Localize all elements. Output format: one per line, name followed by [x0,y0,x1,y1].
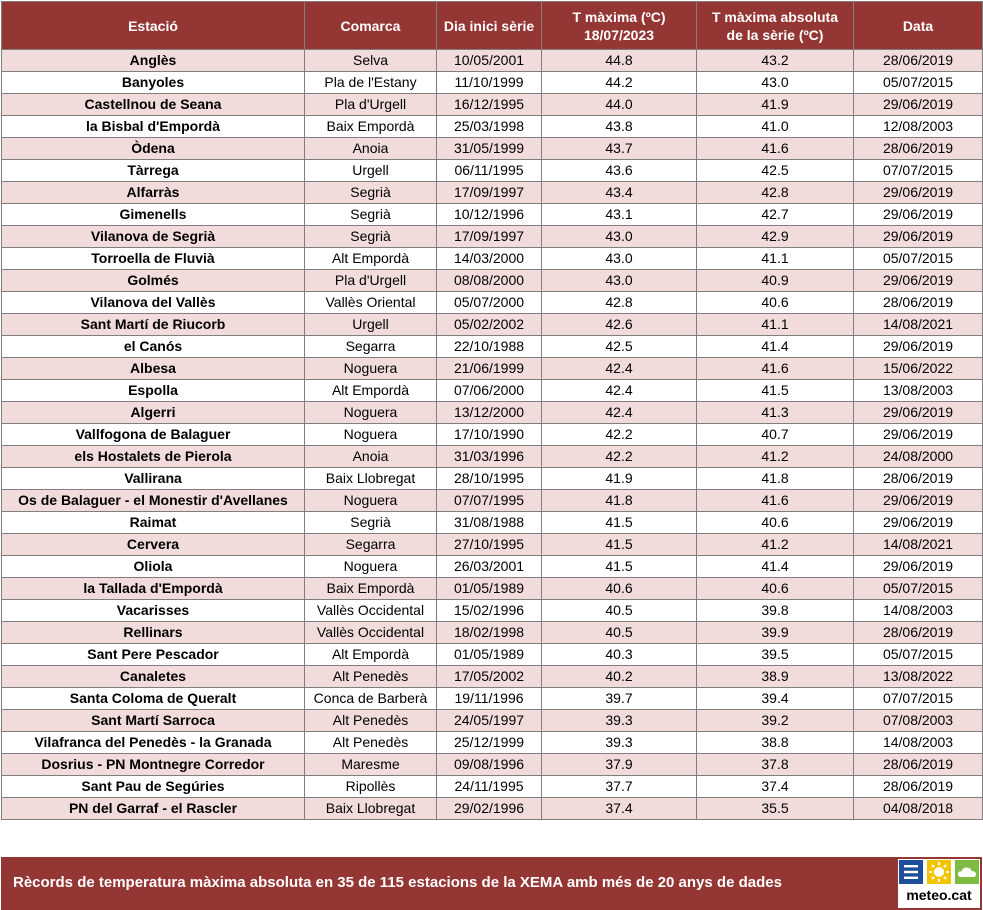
cell-start-date: 21/06/1999 [437,358,542,380]
cell-station: el Canós [2,336,305,358]
cell-county: Urgell [305,314,437,336]
cell-county: Alt Penedès [305,666,437,688]
cell-tmax: 43.1 [542,204,697,226]
cell-record-date: 29/06/2019 [854,270,983,292]
logo-text: meteo.cat [906,887,972,903]
cell-county: Pla d'Urgell [305,94,437,116]
cell-county: Segrià [305,182,437,204]
cell-county: Pla de l'Estany [305,72,437,94]
cell-start-date: 13/12/2000 [437,402,542,424]
table-row [2,94,983,116]
cell-tmax: 43.4 [542,182,697,204]
header-row [2,2,983,50]
cell-county: Conca de Barberà [305,688,437,710]
table-row [2,732,983,754]
cell-station: Torroella de Fluvià [2,248,305,270]
cell-tabs: 42.8 [697,182,854,204]
cell-tabs: 41.1 [697,248,854,270]
meteocat-logo [898,859,980,908]
cell-station: Anglès [2,50,305,72]
cell-tabs: 41.4 [697,336,854,358]
cell-tabs: 39.2 [697,710,854,732]
cell-tmax: 37.4 [542,798,697,820]
cell-start-date: 09/08/1996 [437,754,542,776]
table-row [2,578,983,600]
cell-tmax: 41.8 [542,490,697,512]
cell-start-date: 16/12/1995 [437,94,542,116]
cell-tmax: 43.6 [542,160,697,182]
cell-tabs: 37.4 [697,776,854,798]
cell-station: Rellinars [2,622,305,644]
table-row [2,446,983,468]
cell-start-date: 15/02/1996 [437,600,542,622]
cell-record-date: 28/06/2019 [854,622,983,644]
cell-record-date: 05/07/2015 [854,578,983,600]
cell-record-date: 29/06/2019 [854,204,983,226]
cell-county: Pla d'Urgell [305,270,437,292]
cell-record-date: 05/07/2015 [854,644,983,666]
cell-county: Selva [305,50,437,72]
sun-icon [927,860,951,884]
cell-start-date: 06/11/1995 [437,160,542,182]
col-header-county: Comarca [305,2,437,50]
cell-start-date: 22/10/1988 [437,336,542,358]
cell-station: Sant Pere Pescador [2,644,305,666]
cell-county: Segarra [305,336,437,358]
cell-record-date: 29/06/2019 [854,512,983,534]
cell-tabs: 41.9 [697,94,854,116]
cell-tabs: 39.9 [697,622,854,644]
col-header-tmax-line2: 18/07/2023 [583,26,655,43]
cell-station: Vilanova de Segrià [2,226,305,248]
cell-record-date: 14/08/2003 [854,600,983,622]
table-row [2,424,983,446]
cell-county: Vallès Occidental [305,622,437,644]
cell-record-date: 29/06/2019 [854,182,983,204]
table-row [2,138,983,160]
cell-record-date: 29/06/2019 [854,402,983,424]
cell-tmax: 44.8 [542,50,697,72]
cell-tmax: 39.7 [542,688,697,710]
cell-start-date: 07/06/2000 [437,380,542,402]
table-row [2,72,983,94]
cell-tabs: 41.8 [697,468,854,490]
cell-tmax: 40.5 [542,622,697,644]
cell-station: Vacarisses [2,600,305,622]
cell-tmax: 42.4 [542,402,697,424]
cell-start-date: 17/09/1997 [437,226,542,248]
col-header-date: Data [854,2,983,50]
cell-tmax: 43.0 [542,248,697,270]
col-header-tmax-line1: T màxima (ºC) [572,8,666,25]
cell-record-date: 14/08/2021 [854,534,983,556]
cell-tabs: 41.1 [697,314,854,336]
cell-county: Segrià [305,512,437,534]
cell-station: Castellnou de Seana [2,94,305,116]
cell-station: Alfarràs [2,182,305,204]
col-header-tabs-line2: de la sèrie (ºC) [726,26,824,43]
cell-tabs: 41.6 [697,138,854,160]
cell-start-date: 24/05/1997 [437,710,542,732]
cell-tmax: 42.2 [542,424,697,446]
cell-tabs: 42.7 [697,204,854,226]
cell-station: els Hostalets de Pierola [2,446,305,468]
cell-start-date: 10/05/2001 [437,50,542,72]
cell-station: Cervera [2,534,305,556]
cell-tabs: 41.2 [697,534,854,556]
cell-tabs: 39.8 [697,600,854,622]
table-row [2,226,983,248]
cell-tabs: 39.5 [697,644,854,666]
cell-county: Baix Empordà [305,578,437,600]
cell-record-date: 15/06/2022 [854,358,983,380]
cell-tabs: 40.9 [697,270,854,292]
cell-station: Espolla [2,380,305,402]
cell-tmax: 42.8 [542,292,697,314]
col-header-tabs [697,2,854,50]
cell-tmax: 44.0 [542,94,697,116]
cell-county: Vallès Occidental [305,600,437,622]
cell-county: Noguera [305,556,437,578]
cell-start-date: 05/07/2000 [437,292,542,314]
cell-tmax: 43.8 [542,116,697,138]
cell-county: Urgell [305,160,437,182]
cell-tmax: 40.2 [542,666,697,688]
cell-record-date: 29/06/2019 [854,490,983,512]
cell-station: Dosrius - PN Montnegre Corredor [2,754,305,776]
cell-tabs: 40.6 [697,578,854,600]
cell-tmax: 42.5 [542,336,697,358]
cell-record-date: 29/06/2019 [854,424,983,446]
cell-tabs: 35.5 [697,798,854,820]
table-row [2,534,983,556]
cell-county: Alt Empordà [305,380,437,402]
table-row [2,644,983,666]
cell-tabs: 41.6 [697,490,854,512]
cell-county: Anoia [305,446,437,468]
cell-station: Vilafranca del Penedès - la Granada [2,732,305,754]
cell-station: la Bisbal d'Empordà [2,116,305,138]
cell-station: Tàrrega [2,160,305,182]
table-body [2,50,983,820]
cell-county: Alt Penedès [305,710,437,732]
col-header-tabs-line1: T màxima absoluta [711,8,839,25]
cell-station: Gimenells [2,204,305,226]
cell-tmax: 40.5 [542,600,697,622]
cell-tabs: 38.8 [697,732,854,754]
cell-station: Canaletes [2,666,305,688]
cell-station: Vilanova del Vallès [2,292,305,314]
cell-tabs: 39.4 [697,688,854,710]
cell-tabs: 41.0 [697,116,854,138]
cell-tabs: 40.7 [697,424,854,446]
cell-record-date: 13/08/2003 [854,380,983,402]
col-header-start: Dia inici sèrie [437,2,542,50]
cell-start-date: 24/11/1995 [437,776,542,798]
cell-county: Alt Empordà [305,644,437,666]
table-row [2,160,983,182]
cell-start-date: 17/10/1990 [437,424,542,446]
footer-bar [1,857,982,910]
cell-start-date: 05/02/2002 [437,314,542,336]
cell-tmax: 39.3 [542,710,697,732]
cell-station: Santa Coloma de Queralt [2,688,305,710]
cell-record-date: 28/06/2019 [854,754,983,776]
cell-record-date: 28/06/2019 [854,50,983,72]
cell-tmax: 42.2 [542,446,697,468]
table-row [2,50,983,72]
cell-tmax: 41.9 [542,468,697,490]
cell-start-date: 25/12/1999 [437,732,542,754]
table-row [2,336,983,358]
cell-county: Alt Empordà [305,248,437,270]
cell-county: Alt Penedès [305,732,437,754]
cell-record-date: 05/07/2015 [854,72,983,94]
table-row [2,666,983,688]
table-row [2,600,983,622]
cell-tabs: 41.4 [697,556,854,578]
cell-tmax: 40.3 [542,644,697,666]
cell-county: Noguera [305,358,437,380]
cell-county: Baix Llobregat [305,798,437,820]
table-row [2,512,983,534]
cell-tmax: 39.3 [542,732,697,754]
cell-station: Banyoles [2,72,305,94]
cell-tabs: 38.9 [697,666,854,688]
cell-tabs: 41.3 [697,402,854,424]
cell-record-date: 29/06/2019 [854,94,983,116]
cell-station: Algerri [2,402,305,424]
cell-station: Os de Balaguer - el Monestir d'Avellanes [2,490,305,512]
cell-start-date: 10/12/1996 [437,204,542,226]
cell-start-date: 01/05/1989 [437,644,542,666]
cell-record-date: 04/08/2018 [854,798,983,820]
cell-county: Noguera [305,402,437,424]
cell-tmax: 42.4 [542,358,697,380]
cell-start-date: 26/03/2001 [437,556,542,578]
cell-tmax: 43.0 [542,226,697,248]
cell-start-date: 17/09/1997 [437,182,542,204]
cell-county: Maresme [305,754,437,776]
table-row [2,710,983,732]
table-row [2,270,983,292]
cell-tabs: 40.6 [697,292,854,314]
cell-station: Sant Martí de Riucorb [2,314,305,336]
cloud-icon [955,860,979,884]
table-row [2,402,983,424]
cell-station: Golmés [2,270,305,292]
cell-start-date: 01/05/1989 [437,578,542,600]
cell-start-date: 07/07/1995 [437,490,542,512]
cell-station: Òdena [2,138,305,160]
col-header-station: Estació [2,2,305,50]
cell-record-date: 29/06/2019 [854,226,983,248]
cell-station: Oliola [2,556,305,578]
table-row [2,490,983,512]
cell-station: Sant Pau de Segúries [2,776,305,798]
table-row [2,358,983,380]
cell-tmax: 44.2 [542,72,697,94]
wind-icon [899,860,923,884]
cell-tabs: 37.8 [697,754,854,776]
table-row [2,556,983,578]
cell-start-date: 31/05/1999 [437,138,542,160]
cell-tabs: 42.9 [697,226,854,248]
cell-record-date: 28/06/2019 [854,776,983,798]
cell-county: Anoia [305,138,437,160]
cell-record-date: 24/08/2000 [854,446,983,468]
cell-record-date: 29/06/2019 [854,336,983,358]
cell-county: Ripollès [305,776,437,798]
cell-start-date: 31/08/1988 [437,512,542,534]
cell-tabs: 40.6 [697,512,854,534]
cell-start-date: 14/03/2000 [437,248,542,270]
cell-start-date: 18/02/1998 [437,622,542,644]
cell-record-date: 13/08/2022 [854,666,983,688]
table-row [2,116,983,138]
cell-station: la Tallada d'Empordà [2,578,305,600]
cell-record-date: 28/06/2019 [854,292,983,314]
cell-tmax: 41.5 [542,534,697,556]
cell-start-date: 11/10/1999 [437,72,542,94]
table-row [2,754,983,776]
cell-station: Sant Martí Sarroca [2,710,305,732]
cell-county: Segarra [305,534,437,556]
table-row [2,314,983,336]
cell-record-date: 29/06/2019 [854,556,983,578]
cell-station: Vallirana [2,468,305,490]
cell-start-date: 31/03/1996 [437,446,542,468]
cell-county: Noguera [305,490,437,512]
table-row [2,292,983,314]
footer-caption: Rècords de temperatura màxima absoluta en 35 de 115 estacions de la XEMA amb més de 20 anys de dades [13,874,782,891]
cell-county: Vallès Oriental [305,292,437,314]
cell-start-date: 27/10/1995 [437,534,542,556]
cell-station: Albesa [2,358,305,380]
cell-county: Baix Empordà [305,116,437,138]
cell-station: Vallfogona de Balaguer [2,424,305,446]
table-row [2,798,983,820]
cell-record-date: 05/07/2015 [854,248,983,270]
cell-record-date: 07/07/2015 [854,688,983,710]
cell-tmax: 37.9 [542,754,697,776]
table-row [2,380,983,402]
cell-start-date: 29/02/1996 [437,798,542,820]
cell-tmax: 43.7 [542,138,697,160]
cell-tabs: 42.5 [697,160,854,182]
table-row [2,468,983,490]
cell-record-date: 07/08/2003 [854,710,983,732]
table-row [2,688,983,710]
cell-record-date: 28/06/2019 [854,138,983,160]
cell-tmax: 41.5 [542,512,697,534]
cell-tabs: 41.5 [697,380,854,402]
cell-record-date: 07/07/2015 [854,160,983,182]
cell-county: Segrià [305,204,437,226]
cell-station: Raimat [2,512,305,534]
col-header-tmax [542,2,697,50]
cell-tmax: 42.6 [542,314,697,336]
cell-start-date: 19/11/1996 [437,688,542,710]
cell-tmax: 40.6 [542,578,697,600]
cell-tmax: 43.0 [542,270,697,292]
cell-tabs: 43.0 [697,72,854,94]
cell-record-date: 14/08/2021 [854,314,983,336]
cell-tabs: 41.2 [697,446,854,468]
cell-tmax: 37.7 [542,776,697,798]
cell-station: PN del Garraf - el Rascler [2,798,305,820]
cell-county: Noguera [305,424,437,446]
cell-county: Baix Llobregat [305,468,437,490]
cell-tmax: 41.5 [542,556,697,578]
table-row [2,776,983,798]
cell-tmax: 42.4 [542,380,697,402]
cell-start-date: 17/05/2002 [437,666,542,688]
cell-record-date: 28/06/2019 [854,468,983,490]
records-table [1,1,983,820]
cell-start-date: 08/08/2000 [437,270,542,292]
table-row [2,204,983,226]
cell-record-date: 14/08/2003 [854,732,983,754]
cell-tabs: 41.6 [697,358,854,380]
table-row [2,622,983,644]
cell-record-date: 12/08/2003 [854,116,983,138]
cell-tabs: 43.2 [697,50,854,72]
cell-start-date: 28/10/1995 [437,468,542,490]
cell-start-date: 25/03/1998 [437,116,542,138]
table-row [2,248,983,270]
cell-county: Segrià [305,226,437,248]
table-row [2,182,983,204]
